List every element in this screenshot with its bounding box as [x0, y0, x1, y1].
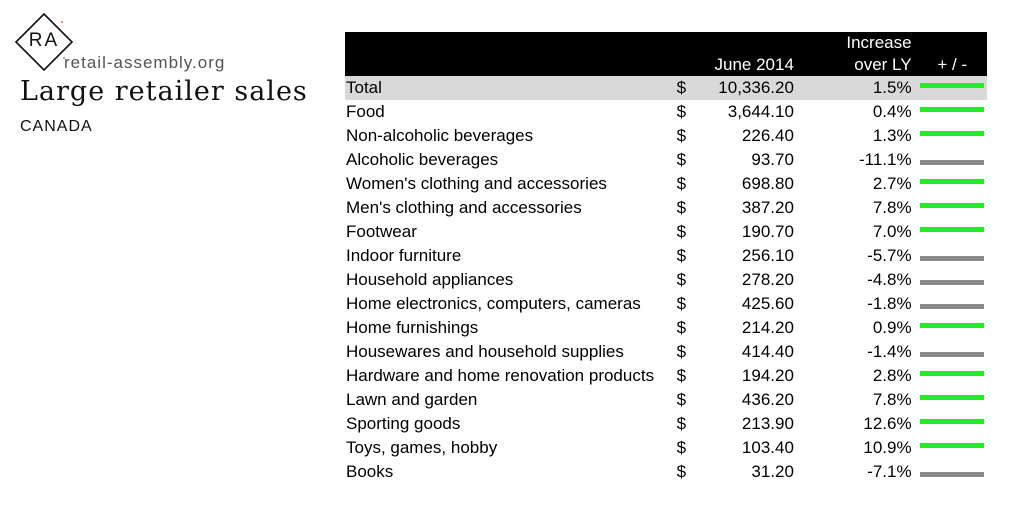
row-label: Lawn and garden — [346, 390, 478, 409]
row-currency: $ — [676, 318, 687, 337]
row-label: Household appliances — [346, 270, 514, 289]
table-row — [345, 412, 987, 436]
header-increase-line2: over LY — [854, 55, 912, 74]
negative-bar-icon — [920, 304, 984, 309]
table-row — [345, 364, 987, 388]
row-indicator-cell — [918, 172, 987, 196]
table-row — [345, 292, 987, 316]
row-indicator-cell — [918, 148, 987, 172]
row-indicator-cell — [918, 100, 987, 124]
row-label: Food — [346, 102, 385, 121]
row-currency: $ — [676, 270, 687, 289]
row-indicator-cell — [918, 388, 987, 412]
row-currency: $ — [676, 78, 687, 97]
positive-bar-icon — [920, 443, 984, 448]
row-change: 2.7% — [872, 174, 912, 193]
row-amount: 3,644.10 — [727, 102, 794, 121]
positive-bar-icon — [920, 419, 984, 424]
page-subtitle: CANADA — [20, 118, 93, 135]
table-header-row — [345, 32, 987, 76]
row-indicator-cell — [918, 268, 987, 292]
row-change: -1.4% — [867, 342, 912, 361]
row-amount: 31.20 — [751, 462, 794, 481]
negative-bar-icon — [920, 256, 984, 261]
row-indicator-cell — [918, 340, 987, 364]
row-currency: $ — [676, 222, 687, 241]
row-indicator-cell — [918, 244, 987, 268]
row-label: Hardware and home renovation products — [346, 366, 655, 385]
row-amount: 436.20 — [741, 390, 794, 409]
row-indicator-cell — [918, 412, 987, 436]
row-label: Alcoholic beverages — [346, 150, 499, 169]
table-body — [345, 76, 987, 484]
positive-bar-icon — [920, 227, 984, 232]
row-indicator-cell — [918, 76, 987, 100]
table-row — [345, 316, 987, 340]
row-change: 10.9% — [863, 438, 912, 457]
logo-text: RA — [28, 30, 60, 51]
row-change: 0.9% — [872, 318, 912, 337]
positive-bar-icon — [920, 179, 984, 184]
row-label: Home furnishings — [346, 318, 479, 337]
row-change: 1.5% — [872, 78, 912, 97]
row-indicator-cell — [918, 292, 987, 316]
positive-bar-icon — [920, 371, 984, 376]
row-currency: $ — [676, 126, 687, 145]
total-row — [345, 76, 987, 100]
row-amount: 226.40 — [741, 126, 794, 145]
row-currency: $ — [676, 150, 687, 169]
row-indicator-cell — [918, 364, 987, 388]
row-indicator-cell — [918, 460, 987, 484]
table-row — [345, 220, 987, 244]
table-row — [345, 124, 987, 148]
row-amount: 213.90 — [741, 414, 794, 433]
row-amount: 387.20 — [741, 198, 794, 217]
row-indicator-cell — [918, 124, 987, 148]
row-change: -4.8% — [867, 270, 912, 289]
header-period: June 2014 — [714, 55, 794, 74]
row-label: Footwear — [346, 222, 417, 241]
row-indicator-cell — [918, 436, 987, 460]
row-amount: 194.20 — [741, 366, 794, 385]
negative-bar-icon — [920, 280, 984, 285]
row-currency: $ — [676, 246, 687, 265]
row-change: 7.8% — [872, 198, 912, 217]
table-row — [345, 268, 987, 292]
row-currency: $ — [676, 102, 687, 121]
negative-bar-icon — [920, 472, 984, 477]
row-currency: $ — [676, 174, 687, 193]
row-amount: 214.20 — [741, 318, 794, 337]
table-row — [345, 148, 987, 172]
row-label: Toys, games, hobby — [346, 438, 498, 457]
row-change: -5.7% — [867, 246, 912, 265]
row-indicator-cell — [918, 316, 987, 340]
positive-bar-icon — [920, 131, 984, 136]
row-indicator-cell — [918, 220, 987, 244]
header-increase-line1: Increase — [846, 33, 912, 52]
negative-bar-icon — [920, 160, 984, 165]
row-change: 2.8% — [872, 366, 912, 385]
table-row — [345, 340, 987, 364]
row-currency: $ — [676, 414, 687, 433]
header-increase — [800, 32, 918, 76]
row-amount: 190.70 — [741, 222, 794, 241]
positive-bar-icon — [920, 83, 984, 88]
row-indicator-cell — [918, 196, 987, 220]
row-label: Men's clothing and accessories — [346, 198, 582, 217]
page-title: Large retailer sales — [20, 76, 308, 107]
header-sign: + / - — [937, 55, 968, 74]
positive-bar-icon — [920, 323, 984, 328]
negative-bar-icon — [920, 352, 984, 357]
row-label: Sporting goods — [346, 414, 461, 433]
row-currency: $ — [676, 294, 687, 313]
row-label: Books — [346, 462, 394, 481]
header-currency-cell — [675, 32, 692, 76]
header-label-cell — [345, 32, 675, 76]
row-currency: $ — [676, 342, 687, 361]
row-change: -1.8% — [867, 294, 912, 313]
sales-table — [345, 32, 987, 484]
row-amount: 256.10 — [741, 246, 794, 265]
row-change: 12.6% — [863, 414, 912, 433]
row-amount: 414.40 — [741, 342, 794, 361]
row-label: Indoor furniture — [346, 246, 462, 265]
row-currency: $ — [676, 366, 687, 385]
row-label: Home electronics, computers, cameras — [346, 294, 641, 313]
row-label: Housewares and household supplies — [346, 342, 624, 361]
row-change: -7.1% — [867, 462, 912, 481]
row-currency: $ — [676, 198, 687, 217]
row-amount: 103.40 — [741, 438, 794, 457]
row-amount: 425.60 — [741, 294, 794, 313]
row-amount: 278.20 — [741, 270, 794, 289]
table-row — [345, 436, 987, 460]
row-change: 0.4% — [872, 102, 912, 121]
row-change: 7.8% — [872, 390, 912, 409]
row-label: Women's clothing and accessories — [346, 174, 607, 193]
row-change: 7.0% — [872, 222, 912, 241]
row-currency: $ — [676, 438, 687, 457]
table-row — [345, 196, 987, 220]
positive-bar-icon — [920, 395, 984, 400]
row-currency: $ — [676, 390, 687, 409]
positive-bar-icon — [920, 107, 984, 112]
site-link[interactable]: retail-assembly.org — [64, 53, 226, 72]
row-change: -11.1% — [858, 150, 912, 169]
row-currency: $ — [676, 462, 687, 481]
table-row — [345, 460, 987, 484]
row-change: 1.3% — [872, 126, 912, 145]
table-row — [345, 388, 987, 412]
table-row — [345, 172, 987, 196]
row-amount: 698.80 — [741, 174, 794, 193]
table-row — [345, 244, 987, 268]
row-amount: 10,336.20 — [718, 78, 794, 97]
table-row — [345, 100, 987, 124]
row-amount: 93.70 — [751, 150, 794, 169]
row-label: Non-alcoholic beverages — [346, 126, 534, 145]
row-label: Total — [346, 78, 382, 97]
positive-bar-icon — [920, 203, 984, 208]
